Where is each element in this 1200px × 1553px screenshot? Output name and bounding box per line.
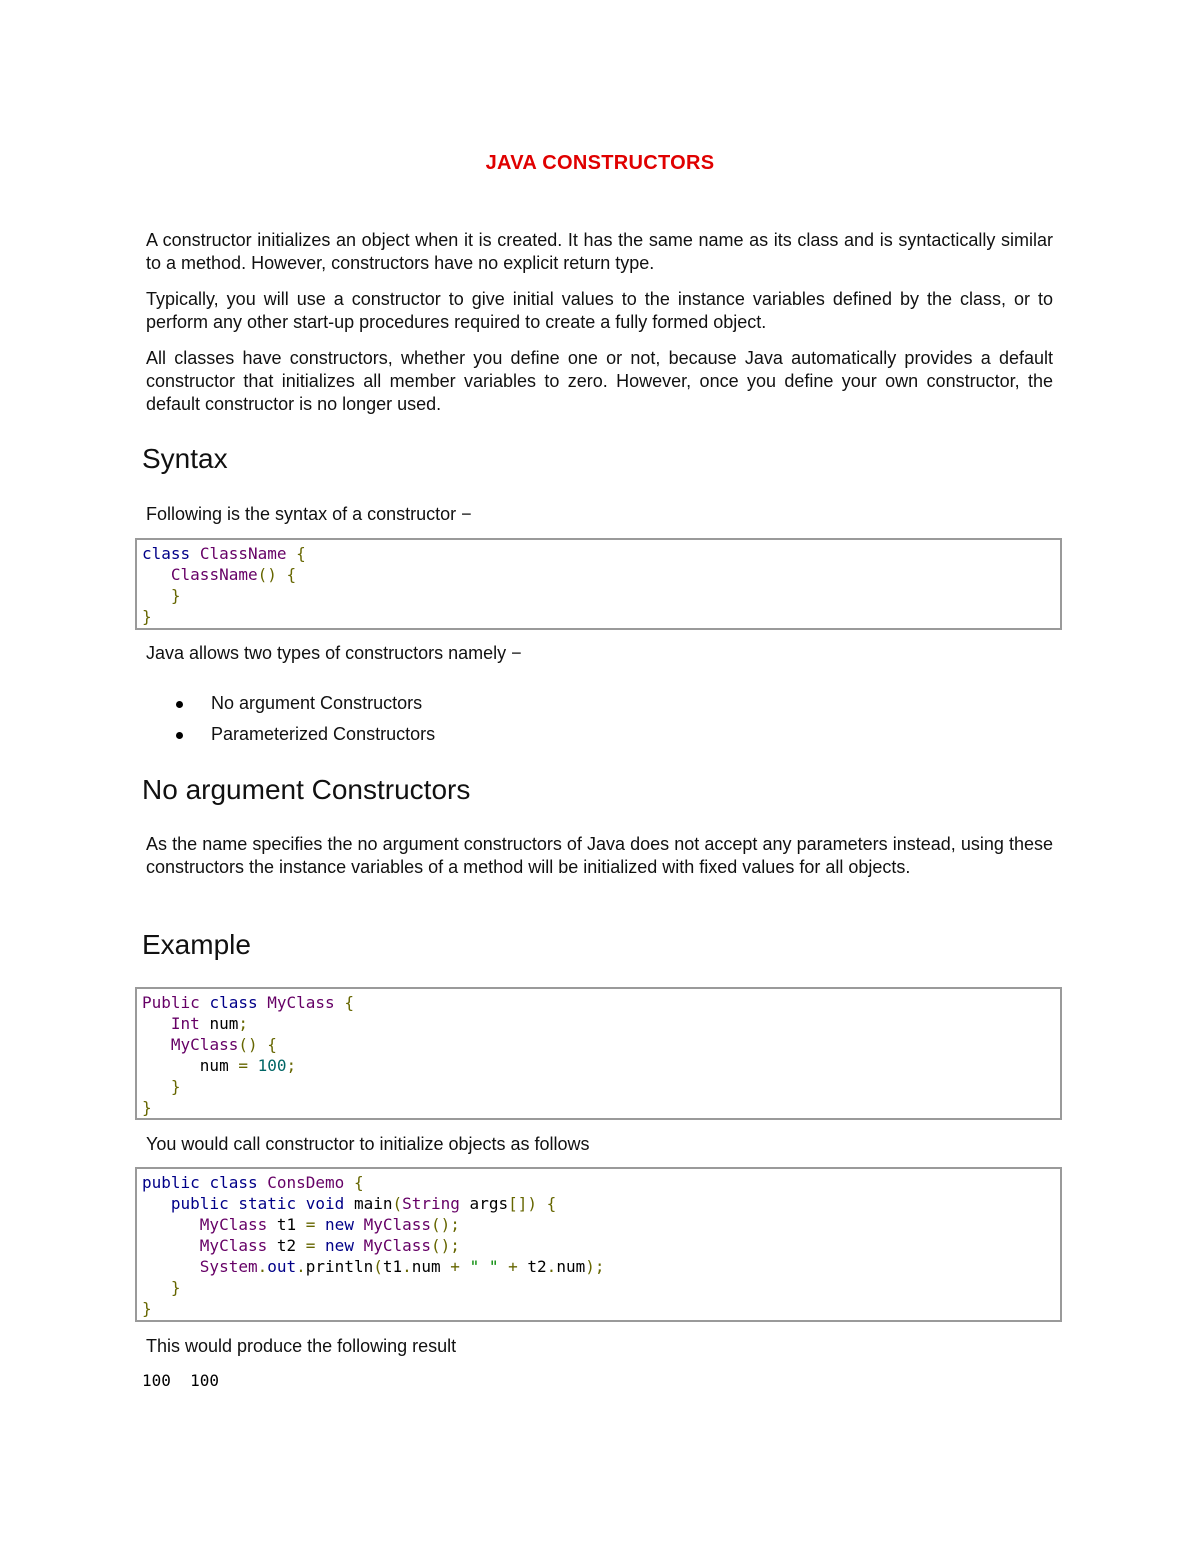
code-token <box>498 1257 508 1276</box>
code-token: void <box>305 1194 345 1213</box>
code-token: ConsDemo <box>267 1173 345 1192</box>
code-line <box>142 1298 1055 1319</box>
example-heading: Example <box>142 929 251 960</box>
list-item <box>146 692 1046 723</box>
code-token: = <box>305 1215 316 1234</box>
call-code-block <box>135 1167 1062 1322</box>
code-token: { <box>286 544 306 563</box>
code-token: t1 <box>267 1215 306 1234</box>
code-token <box>142 1014 171 1033</box>
example-code-block <box>135 987 1062 1120</box>
code-token: System <box>199 1257 258 1276</box>
code-token: class <box>209 993 258 1012</box>
code-line <box>142 1256 1055 1277</box>
code-token: } <box>142 607 152 626</box>
code-token <box>258 993 268 1012</box>
code-token: Public <box>142 993 200 1012</box>
code-token: MyClass <box>363 1236 432 1255</box>
code-token: " " <box>469 1257 499 1276</box>
code-token <box>142 1194 171 1213</box>
code-token <box>354 1215 364 1234</box>
code-token: public <box>170 1194 229 1213</box>
code-line <box>142 1235 1055 1256</box>
code-token <box>200 1173 210 1192</box>
code-token <box>296 1194 306 1213</box>
code-token <box>200 993 210 1012</box>
syntax-heading: Syntax <box>142 443 228 474</box>
code-line <box>142 564 1055 585</box>
code-token <box>142 586 171 605</box>
result-output: 100 100 <box>142 1371 220 1390</box>
intro-paragraph-1: A constructor initializes an object when it is created. It has the same name as its class and is syntactically similar to a method. However, constructors have no explicit return type. <box>146 230 1053 273</box>
bullet-icon <box>176 732 183 739</box>
code-line <box>142 585 1055 606</box>
code-token: ); <box>585 1257 605 1276</box>
code-token <box>258 1173 268 1192</box>
code-token <box>315 1215 325 1234</box>
code-line <box>142 1193 1055 1214</box>
code-token <box>460 1257 470 1276</box>
code-token: (); <box>431 1215 460 1234</box>
code-token: = <box>238 1056 248 1075</box>
code-token: = <box>305 1236 316 1255</box>
code-token: } <box>142 1098 152 1117</box>
code-token: println <box>305 1257 374 1276</box>
syntax-code-block <box>135 538 1062 630</box>
code-token: 100 <box>257 1056 287 1075</box>
code-token <box>142 1077 171 1096</box>
code-token: + <box>508 1257 518 1276</box>
code-token <box>142 1215 200 1234</box>
code-line <box>142 1034 1055 1055</box>
code-token: public <box>142 1173 200 1192</box>
code-token: num <box>142 1056 239 1075</box>
code-token: . <box>257 1257 268 1276</box>
document-title: JAVA CONSTRUCTORS <box>485 152 715 174</box>
code-token: } <box>142 1299 152 1318</box>
code-token: { <box>344 1173 364 1192</box>
constructor-types-lead: Java allows two types of constructors namely − <box>146 643 522 663</box>
code-token <box>315 1236 325 1255</box>
list-item-label: No argument Constructors <box>211 693 423 713</box>
code-token: } <box>170 586 181 605</box>
intro-paragraph-2: Typically, you will use a constructor to give initial values to the instance variables defined by the class, or to perform any other start-up procedures required to create a fully formed object. <box>146 289 1053 332</box>
code-token: () { <box>257 565 297 584</box>
code-token: class <box>142 544 191 563</box>
code-line <box>142 992 1055 1013</box>
code-token: () { <box>238 1035 277 1054</box>
list-item-label: Parameterized Constructors <box>211 724 436 744</box>
code-line <box>142 1055 1055 1076</box>
code-token: static <box>238 1194 297 1213</box>
code-token <box>229 1194 239 1213</box>
code-token: num <box>199 1014 239 1033</box>
code-token <box>354 1236 364 1255</box>
call-lead: You would call constructor to initialize objects as follows <box>146 1134 590 1154</box>
code-token: { <box>334 993 354 1012</box>
code-token: out <box>267 1257 297 1276</box>
code-line <box>142 1097 1055 1118</box>
code-token: MyClass <box>170 1035 239 1054</box>
code-token: num <box>556 1257 586 1276</box>
code-line <box>142 606 1055 627</box>
code-token: (); <box>431 1236 460 1255</box>
code-token: ( <box>373 1257 383 1276</box>
code-token: new <box>325 1236 354 1255</box>
no-argument-paragraph: As the name specifies the no argument constructors of Java does not accept any parameters instead, using these constructors the instance variables of a method will be initialized with fixed values for all objects. <box>146 834 1053 877</box>
code-token: . <box>402 1257 412 1276</box>
code-token: ( <box>392 1194 403 1213</box>
code-token: new <box>325 1215 354 1234</box>
code-token <box>142 1257 200 1276</box>
code-line <box>142 543 1055 564</box>
code-token <box>248 1056 258 1075</box>
code-token: num <box>411 1257 451 1276</box>
code-token: ClassName <box>199 544 287 563</box>
intro-paragraph-3: All classes have constructors, whether you define one or not, because Java automatically provides a default constructor that initializes all member variables to zero. However, once you define your own constructor, the default constructor is no longer used. <box>146 348 1053 414</box>
code-token: } <box>170 1278 181 1297</box>
code-token: MyClass <box>199 1215 268 1234</box>
code-token: t1 <box>382 1257 403 1276</box>
code-token: } <box>170 1077 181 1096</box>
code-token: []) { <box>508 1194 557 1213</box>
code-token: MyClass <box>267 993 335 1012</box>
code-token <box>142 1278 171 1297</box>
code-line <box>142 1076 1055 1097</box>
code-token: . <box>546 1257 557 1276</box>
code-line <box>142 1013 1055 1034</box>
code-token <box>142 1035 171 1054</box>
bullet-icon <box>176 701 183 708</box>
code-token <box>142 1236 200 1255</box>
no-argument-heading: No argument Constructors <box>142 774 471 805</box>
code-token: Int <box>170 1014 200 1033</box>
code-token: main <box>344 1194 393 1213</box>
code-token: . <box>296 1257 306 1276</box>
code-token <box>142 565 171 584</box>
code-line <box>142 1277 1055 1298</box>
code-token: ClassName <box>170 565 258 584</box>
code-token: class <box>209 1173 258 1192</box>
code-token: MyClass <box>199 1236 268 1255</box>
code-token: ; <box>238 1014 248 1033</box>
code-line <box>142 1214 1055 1235</box>
code-line <box>142 1172 1055 1193</box>
code-token: + <box>450 1257 460 1276</box>
constructor-types-list <box>146 692 1046 754</box>
syntax-lead: Following is the syntax of a constructor − <box>146 504 472 524</box>
code-token <box>190 544 200 563</box>
code-token: args <box>459 1194 509 1213</box>
result-lead: This would produce the following result <box>146 1336 457 1356</box>
code-token: t2 <box>267 1236 306 1255</box>
code-token: t2 <box>517 1257 547 1276</box>
code-token: MyClass <box>363 1215 432 1234</box>
code-token: String <box>402 1194 460 1213</box>
list-item <box>146 723 1046 754</box>
code-token: ; <box>286 1056 297 1075</box>
